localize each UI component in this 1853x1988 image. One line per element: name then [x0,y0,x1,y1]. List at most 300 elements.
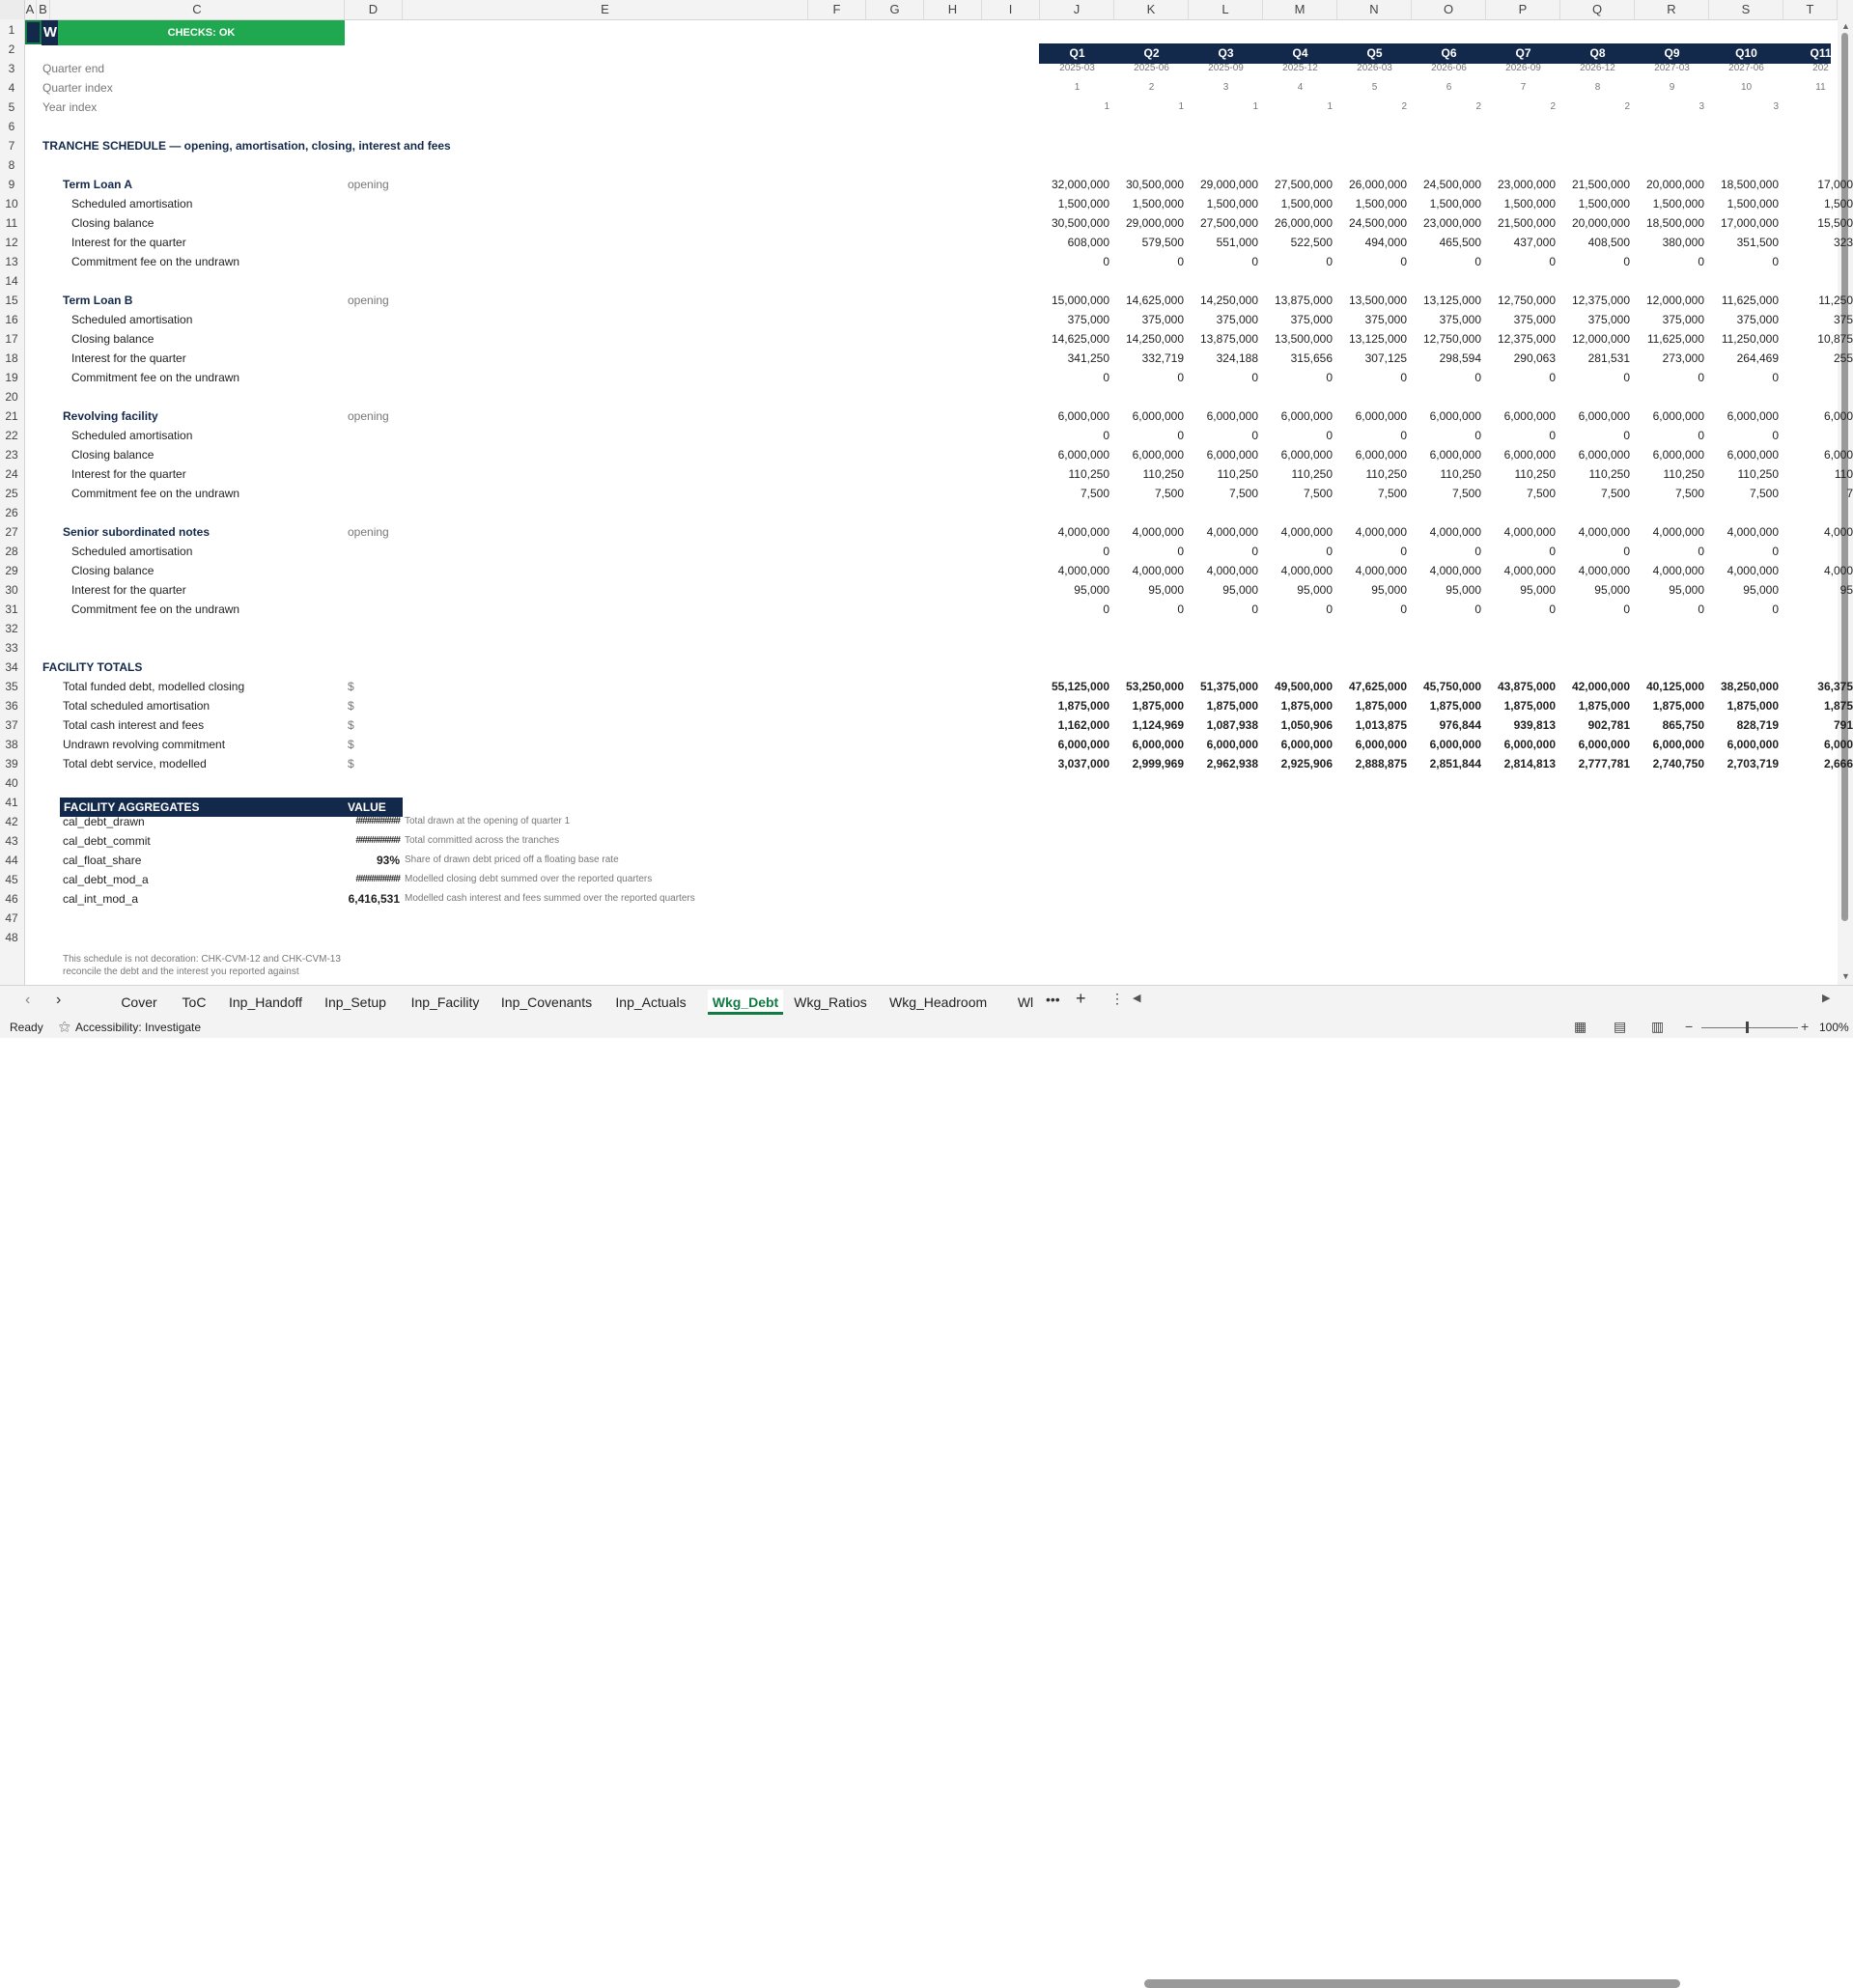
amortisation-value: 1,500,000 [1355,197,1407,210]
scroll-down-icon[interactable]: ▼ [1841,971,1850,981]
total-value: 902,781 [1587,718,1630,732]
closing-value: 11,250,000 [1721,332,1779,346]
row-header-27[interactable]: 27 [5,525,18,539]
total-unit: $ [348,680,354,693]
opening-value: 21,500,000 [1571,178,1630,191]
total-value: 6,000,000 [1652,738,1704,751]
row-header-13[interactable]: 13 [5,255,18,268]
amortisation-value: 375,000 [1513,313,1556,326]
amortisation-value: 0 [1474,429,1481,442]
closing-value: 6,000,000 [1727,448,1779,462]
fee-label: Commitment fee on the undrawn [71,602,240,616]
quarter-header-cell: Q1 [1069,46,1085,60]
row-header-24[interactable]: 24 [5,467,18,481]
interest-value: 95,000 [1520,583,1556,597]
quarter-index-cell: 10 [1740,82,1753,93]
quarter-index-label: Quarter index [42,81,113,95]
total-value: 38,250,000 [1720,680,1779,693]
row-header-15[interactable]: 15 [5,294,18,307]
opening-value: 6,000,000 [1132,409,1184,423]
opening-value: 4,000,000 [1280,525,1333,539]
amortisation-value: 375 [1833,313,1853,326]
aggregates-header-value: VALUE [348,800,386,814]
column-header-e[interactable]: E [403,0,808,19]
column-header-bar [0,0,1853,20]
interest-value: 380,000 [1662,236,1704,249]
footnote-line-1: This schedule is not decoration: CHK-CVM-12 and CHK-CVM-13 [63,954,341,965]
fee-value [1783,252,1853,271]
amortisation-value: 0 [1549,545,1556,558]
row-header-4[interactable]: 4 [8,81,15,95]
opening-value: 12,750,000 [1497,294,1556,307]
amortisation-value: 0 [1326,429,1333,442]
sheet-options-icon[interactable]: ⋮ [1110,991,1124,1006]
opening-tag: opening [348,409,389,423]
opening-value: 20,000,000 [1645,178,1704,191]
opening-value: 4,000,000 [1578,525,1630,539]
horizontal-scroll-thumb[interactable] [1144,1979,1680,1988]
amortisation-value: 1,500,000 [1206,197,1258,210]
amortisation-value: 0 [1623,545,1630,558]
amortisation-value: 0 [1103,429,1109,442]
aggregate-name: cal_float_share [63,854,142,867]
total-unit: $ [348,738,354,751]
sheet-tab-inp-covenants[interactable]: Inp_Covenants [500,994,593,1010]
quarter-index-cell: 4 [1297,82,1304,93]
closing-value: 12,750,000 [1422,332,1481,346]
row-header-7[interactable]: 7 [8,139,15,153]
total-unit: $ [348,699,354,713]
row-header-33[interactable]: 33 [5,641,18,655]
opening-value: 4,000,000 [1132,525,1184,539]
row-header-19[interactable]: 19 [5,371,18,384]
amortisation-value: 0 [1326,545,1333,558]
quarter-end-cell: 202 [1812,63,1829,73]
opening-value: 4,000,000 [1355,525,1407,539]
fee-value: 0 [1772,371,1779,384]
opening-value: 27,500,000 [1274,178,1333,191]
closing-value: 26,000,000 [1274,216,1333,230]
row-header-12[interactable]: 12 [5,236,18,249]
opening-value: 6,000 [1823,409,1853,423]
tranche-name: Senior subordinated notes [63,525,211,539]
interest-value: 95,000 [1297,583,1333,597]
row-header-39[interactable]: 39 [5,757,18,770]
fee-value: 0 [1698,255,1704,268]
total-label: Total debt service, modelled [63,757,207,770]
row-header-32[interactable]: 32 [5,622,18,635]
opening-value: 4,000,000 [1727,525,1779,539]
closing-value: 4,000,000 [1578,564,1630,577]
fee-value: 0 [1698,371,1704,384]
fee-value: 0 [1549,371,1556,384]
row-header-23[interactable]: 23 [5,448,18,462]
tranche-name: Revolving facility [63,409,158,423]
total-value: 1,875,000 [1652,699,1704,713]
amortisation-value: 0 [1177,545,1184,558]
row-header-40[interactable]: 40 [5,776,18,790]
row-header-38[interactable]: 38 [5,738,18,751]
opening-value: 29,000,000 [1199,178,1258,191]
opening-value: 14,625,000 [1125,294,1184,307]
zoom-out-icon[interactable]: − [1685,1019,1694,1034]
interest-value: 273,000 [1662,351,1704,365]
aggregate-name: cal_debt_commit [63,834,151,848]
closing-value: 18,500,000 [1645,216,1704,230]
aggregate-value: 6,416,531 [348,892,400,906]
opening-value: 13,875,000 [1274,294,1333,307]
interest-value: 95,000 [1222,583,1258,597]
accessibility-status[interactable]: Accessibility: Investigate [75,1021,202,1034]
column-header-t[interactable]: T [1783,0,1838,19]
column-header-l[interactable]: L [1189,0,1263,19]
row-header-21[interactable]: 21 [5,409,18,423]
column-header-b[interactable]: B [37,0,50,19]
year-index-cell [1783,98,1853,117]
sheet-tab-wkg-headroom[interactable]: Wkg_Headroom [889,994,988,1010]
checks-status-banner: CHECKS: OK [58,20,345,45]
amortisation-value: 0 [1772,429,1779,442]
fee-value: 7,500 [1600,487,1630,500]
total-value: 1,050,906 [1280,718,1333,732]
quarter-index-cell: 3 [1222,82,1229,93]
tab-scroll-right-icon[interactable]: › [56,992,62,1008]
column-header-o[interactable]: O [1412,0,1486,19]
opening-value: 23,000,000 [1497,178,1556,191]
opening-value: 18,500,000 [1720,178,1779,191]
aggregate-name: cal_debt_mod_a [63,873,149,886]
totals-title: FACILITY TOTALS [42,660,143,674]
zoom-level[interactable]: 100% [1819,1021,1849,1034]
page-layout-icon[interactable]: ▤ [1614,1019,1627,1034]
fee-value: 7,500 [1228,487,1258,500]
quarter-index-cell: 7 [1520,82,1527,93]
fee-value: 0 [1623,255,1630,268]
closing-value: 4,000,000 [1429,564,1481,577]
sheet-tab-inp-setup[interactable]: Inp_Setup [324,994,386,1010]
fee-value: 7,500 [1526,487,1556,500]
normal-view-icon[interactable]: ▦ [1574,1019,1587,1034]
row-header-3[interactable]: 3 [8,62,15,75]
closing-value: 4,000,000 [1503,564,1556,577]
aggregate-note: Modelled closing debt summed over the reported quarters [405,874,653,884]
total-value: 1,875,000 [1206,699,1258,713]
row-header-10[interactable]: 10 [5,197,18,210]
opening-value: 32,000,000 [1051,178,1109,191]
total-value: 2,888,875 [1355,757,1407,770]
total-value: 6,000,000 [1057,738,1109,751]
column-header-i[interactable]: I [982,0,1040,19]
quarter-index-cell: 6 [1446,82,1452,93]
closing-label: Closing balance [71,448,154,462]
row-header-47[interactable]: 47 [5,911,18,925]
amortisation-value: 1,500,000 [1429,197,1481,210]
sheet-tab-bar [0,985,1853,1018]
row-header-45[interactable]: 45 [5,873,18,886]
row-header-28[interactable]: 28 [5,545,18,558]
row-header-29[interactable]: 29 [5,564,18,577]
total-value: 1,124,969 [1132,718,1184,732]
opening-value: 12,375,000 [1571,294,1630,307]
fee-value: 0 [1623,602,1630,616]
year-index-cell: 1 [1252,101,1258,112]
row-header-41[interactable]: 41 [5,796,18,809]
column-header-j[interactable]: J [1040,0,1114,19]
row-header-42[interactable]: 42 [5,815,18,828]
closing-value: 4,000,000 [1057,564,1109,577]
total-value: 6,000,000 [1280,738,1333,751]
select-all-corner[interactable] [0,0,25,19]
fee-label: Commitment fee on the undrawn [71,255,240,268]
opening-value: 6,000,000 [1578,409,1630,423]
row-header-26[interactable]: 26 [5,506,18,519]
year-index-cell: 3 [1773,101,1779,112]
amortisation-value: 375,000 [1364,313,1407,326]
zoom-slider[interactable] [1701,1027,1798,1028]
sheet-tab-cover[interactable]: Cover [121,994,157,1010]
total-value: 6,000,000 [1206,738,1258,751]
quarter-end-cell: 2025-09 [1208,63,1244,73]
sheet-tab-inp-handoff[interactable]: Inp_Handoff [228,994,303,1010]
interest-value: 341,250 [1067,351,1109,365]
opening-value: 11,250 [1818,294,1853,307]
amortisation-label: Scheduled amortisation [71,197,193,210]
interest-value: 437,000 [1513,236,1556,249]
opening-value: 4,000 [1823,525,1853,539]
interest-value: 110,250 [1142,467,1184,481]
closing-value: 20,000,000 [1571,216,1630,230]
add-sheet-icon[interactable]: + [1076,989,1086,1008]
amortisation-value: 1,500,000 [1503,197,1556,210]
sheet-tab-wl[interactable]: Wl [1017,994,1034,1010]
year-index-cell: 1 [1178,101,1184,112]
column-header-d[interactable]: D [345,0,403,19]
total-value: 2,777,781 [1578,757,1630,770]
fee-label: Commitment fee on the undrawn [71,371,240,384]
amortisation-value: 0 [1251,429,1258,442]
row-header-48[interactable]: 48 [5,931,18,944]
column-header-g[interactable]: G [866,0,924,19]
opening-value: 24,500,000 [1422,178,1481,191]
total-label: Undrawn revolving commitment [63,738,226,751]
closing-value: 6,000,000 [1057,448,1109,462]
row-header-31[interactable]: 31 [5,602,18,616]
total-value: 1,875,000 [1355,699,1407,713]
closing-value: 13,125,000 [1348,332,1407,346]
quarter-end-cell: 2026-06 [1431,63,1467,73]
year-index-label: Year index [42,100,98,114]
total-value: 2,703,719 [1727,757,1779,770]
row-header-35[interactable]: 35 [5,680,18,693]
closing-value: 4,000,000 [1206,564,1258,577]
closing-value: 6,000,000 [1652,448,1704,462]
interest-value: 110,250 [1737,467,1779,481]
row-header-1[interactable]: 1 [8,23,15,37]
quarter-header-cell: Q3 [1218,46,1234,60]
scroll-up-icon[interactable]: ▲ [1841,21,1850,31]
column-header-n[interactable]: N [1337,0,1412,19]
row-header-25[interactable]: 25 [5,487,18,500]
closing-value: 11,625,000 [1646,332,1704,346]
year-index-cell: 2 [1475,101,1481,112]
interest-value: 110,250 [1588,467,1630,481]
column-header-q[interactable]: Q [1560,0,1635,19]
fee-value: 0 [1698,602,1704,616]
column-header-s[interactable]: S [1709,0,1783,19]
interest-label: Interest for the quarter [71,351,186,365]
column-header-a[interactable]: A [24,0,37,19]
fee-value: 7,500 [1154,487,1184,500]
amortisation-value: 0 [1400,429,1407,442]
closing-value: 4,000,000 [1727,564,1779,577]
total-value: 40,125,000 [1645,680,1704,693]
amortisation-value: 375,000 [1290,313,1333,326]
interest-value: 110,250 [1217,467,1258,481]
interest-value: 95,000 [1669,583,1704,597]
row-header-30[interactable]: 30 [5,583,18,597]
column-header-m[interactable]: M [1263,0,1337,19]
row-header-16[interactable]: 16 [5,313,18,326]
total-unit: $ [348,718,354,732]
amortisation-value: 0 [1772,545,1779,558]
more-tabs-icon[interactable]: ••• [1046,992,1060,1007]
closing-value: 13,500,000 [1274,332,1333,346]
opening-value: 11,625,000 [1721,294,1779,307]
total-value: 6,000,000 [1503,738,1556,751]
row-header-17[interactable]: 17 [5,332,18,346]
total-value: 2,925,906 [1280,757,1333,770]
row-header-43[interactable]: 43 [5,834,18,848]
total-value: 49,500,000 [1274,680,1333,693]
column-header-k[interactable]: K [1114,0,1189,19]
row-header-22[interactable]: 22 [5,429,18,442]
row-header-6[interactable]: 6 [8,120,15,133]
opening-value: 15,000,000 [1051,294,1109,307]
row-header-14[interactable]: 14 [5,274,18,288]
interest-value: 95,000 [1743,583,1779,597]
opening-tag: opening [348,525,389,539]
opening-value: 6,000,000 [1503,409,1556,423]
row-header-37[interactable]: 37 [5,718,18,732]
closing-value: 29,000,000 [1125,216,1184,230]
opening-value: 26,000,000 [1348,178,1407,191]
total-value: 55,125,000 [1051,680,1109,693]
closing-value: 6,000,000 [1132,448,1184,462]
row-header-bar [0,19,25,985]
amortisation-value: 375,000 [1141,313,1184,326]
total-value: 3,037,000 [1057,757,1109,770]
aggregates-header-name: FACILITY AGGREGATES [64,800,200,814]
fee-value: 0 [1326,602,1333,616]
closing-label: Closing balance [71,332,154,346]
total-value: 6,000,000 [1727,738,1779,751]
fee-value: 0 [1400,602,1407,616]
quarter-end-cell: 2026-12 [1580,63,1615,73]
sheet-badge: W [42,20,59,45]
column-header-h[interactable]: H [924,0,982,19]
status-bar [0,1017,1853,1038]
hscroll-right-icon[interactable]: ▶ [1822,993,1831,1004]
zoom-slider-thumb[interactable] [1746,1022,1749,1033]
page-break-preview-icon[interactable]: ▥ [1651,1019,1665,1034]
total-value: 51,375,000 [1199,680,1258,693]
sheet-tab-inp-actuals[interactable]: Inp_Actuals [615,994,687,1010]
interest-value: 608,000 [1067,236,1109,249]
total-value: 1,875,000 [1503,699,1556,713]
column-header-r[interactable]: R [1635,0,1709,19]
interest-value: 351,500 [1736,236,1779,249]
row-header-34[interactable]: 34 [5,660,18,674]
row-header-8[interactable]: 8 [8,158,15,172]
row-header-9[interactable]: 9 [8,178,15,191]
interest-value: 95,000 [1371,583,1407,597]
fee-value: 0 [1474,371,1481,384]
quarter-index-cell: 1 [1074,82,1081,93]
total-value: 976,844 [1439,718,1481,732]
total-value: 6,000 [1823,738,1853,751]
row-header-2[interactable]: 2 [8,42,15,56]
row-header-44[interactable]: 44 [5,854,18,867]
opening-value: 6,000,000 [1355,409,1407,423]
amortisation-value: 0 [1400,545,1407,558]
row-header-18[interactable]: 18 [5,351,18,365]
column-header-p[interactable]: P [1486,0,1560,19]
footnote-line-2: reconcile the debt and the interest you reported against [63,966,299,977]
quarter-index-cell: 11 [1815,82,1826,93]
total-value: 2,814,813 [1503,757,1556,770]
row-header-5[interactable]: 5 [8,100,15,114]
closing-value: 4,000,000 [1652,564,1704,577]
total-value: 1,875 [1823,699,1853,713]
closing-value: 6,000 [1823,448,1853,462]
hscroll-left-icon[interactable]: ◀ [1133,993,1141,1004]
row-header-11[interactable]: 11 [5,216,18,230]
sheet-tab-wkg-ratios[interactable]: Wkg_Ratios [794,994,867,1010]
closing-value: 23,000,000 [1422,216,1481,230]
total-value: 1,013,875 [1355,718,1407,732]
opening-tag: opening [348,294,389,307]
amortisation-value: 1,500,000 [1578,197,1630,210]
opening-value: 4,000,000 [1057,525,1109,539]
opening-value: 13,500,000 [1348,294,1407,307]
sheet-tab-toc[interactable]: ToC [182,994,207,1010]
row-header-20[interactable]: 20 [5,390,18,404]
column-header-f[interactable]: F [808,0,866,19]
total-value: 6,000,000 [1355,738,1407,751]
sheet-tab-wkg-debt[interactable]: Wkg_Debt [708,990,783,1015]
zoom-in-icon[interactable]: + [1801,1019,1810,1034]
row-header-36[interactable]: 36 [5,699,18,713]
quarter-end-cell: 2026-03 [1357,63,1392,73]
tab-scroll-left-icon[interactable]: ‹ [25,992,31,1008]
closing-value: 15,500 [1817,216,1853,230]
total-value: 2,999,969 [1132,757,1184,770]
column-header-c[interactable]: C [50,0,345,19]
row-header-46[interactable]: 46 [5,892,18,906]
interest-value: 110,250 [1440,467,1481,481]
fee-value: 0 [1400,255,1407,268]
quarter-header-cell: Q2 [1143,46,1160,60]
amortisation-value: 1,500 [1823,197,1853,210]
interest-value: 315,656 [1290,351,1333,365]
total-value: 6,000,000 [1132,738,1184,751]
active-cell-a1[interactable] [25,20,42,44]
year-index-cell: 2 [1401,101,1407,112]
sheet-tab-inp-facility[interactable]: Inp_Facility [410,994,480,1010]
closing-value: 27,500,000 [1199,216,1258,230]
fee-value: 0 [1251,602,1258,616]
interest-value: 264,469 [1736,351,1779,365]
